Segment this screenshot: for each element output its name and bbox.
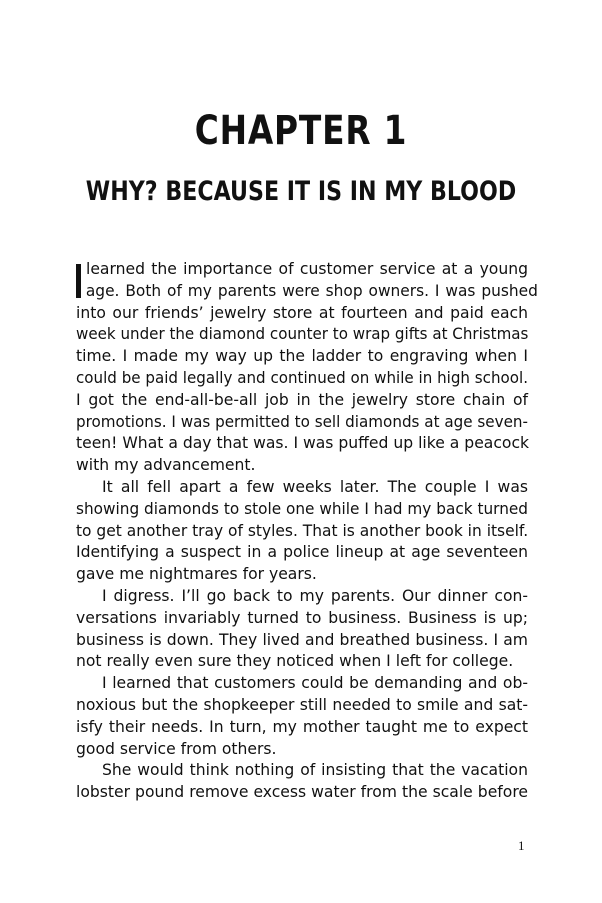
text-line: She would think nothing of insisting that the vacation: [102, 761, 528, 780]
text-line: I digress. I’ll go back to my parents. Our dinner con-: [102, 586, 528, 605]
text-line: not really even sure they noticed when I left for college.: [76, 652, 514, 671]
text-line: gave me nightmares for years.: [76, 565, 317, 584]
text-line: Identifying a suspect in a police lineup at age seventeen: [76, 543, 528, 562]
text-line: could be paid legally and continued on while in high school.: [76, 368, 528, 387]
text-line: isfy their needs. In turn, my mother taught me to expect: [76, 717, 528, 736]
text-line: noxious but the shopkeeper still needed to smile and sat-: [76, 695, 528, 714]
text-line: promotions. I was permitted to sell diamonds at age seven-: [76, 412, 528, 431]
text-line: showing diamonds to stole one while I had my back turned: [76, 499, 528, 518]
text-line: into our friends’ jewelry store at fourteen and paid each: [76, 303, 528, 322]
text-line: time. I made my way up the ladder to engraving when I: [76, 347, 528, 366]
text-line: to get another tray of styles. That is another book in itself.: [76, 521, 529, 540]
text-line: lobster pound remove excess water from the scale before: [76, 783, 528, 802]
text-line: business is down. They lived and breathed business. I am: [76, 630, 528, 649]
chapter-number: CHAPTER 1: [194, 108, 408, 154]
text-line: good service from others.: [76, 739, 277, 758]
text-line: I got the end-all-be-all job in the jewelry store chain of: [76, 390, 528, 409]
text-line: week under the diamond counter to wrap gifts at Christmas: [76, 325, 529, 344]
page-number: 1: [518, 838, 525, 853]
chapter-body: [76, 259, 538, 804]
text-line: I learned that customers could be demanding and ob-: [102, 674, 528, 693]
text-line: It all fell apart a few weeks later. The couple I was: [102, 477, 528, 496]
text-line: teen! What a day that was. I was puffed up like a peacock: [76, 434, 530, 453]
text-line: learned the importance of customer service at a young: [86, 260, 528, 278]
text-line: age. Both of my parents were shop owners. I was pushed: [85, 281, 538, 300]
text-line: with my advancement.: [76, 456, 256, 475]
text-line: versations invariably turned to business. Business is up;: [76, 608, 528, 627]
chapter-title: WHY? BECAUSE IT IS IN MY BLOOD: [85, 176, 517, 207]
